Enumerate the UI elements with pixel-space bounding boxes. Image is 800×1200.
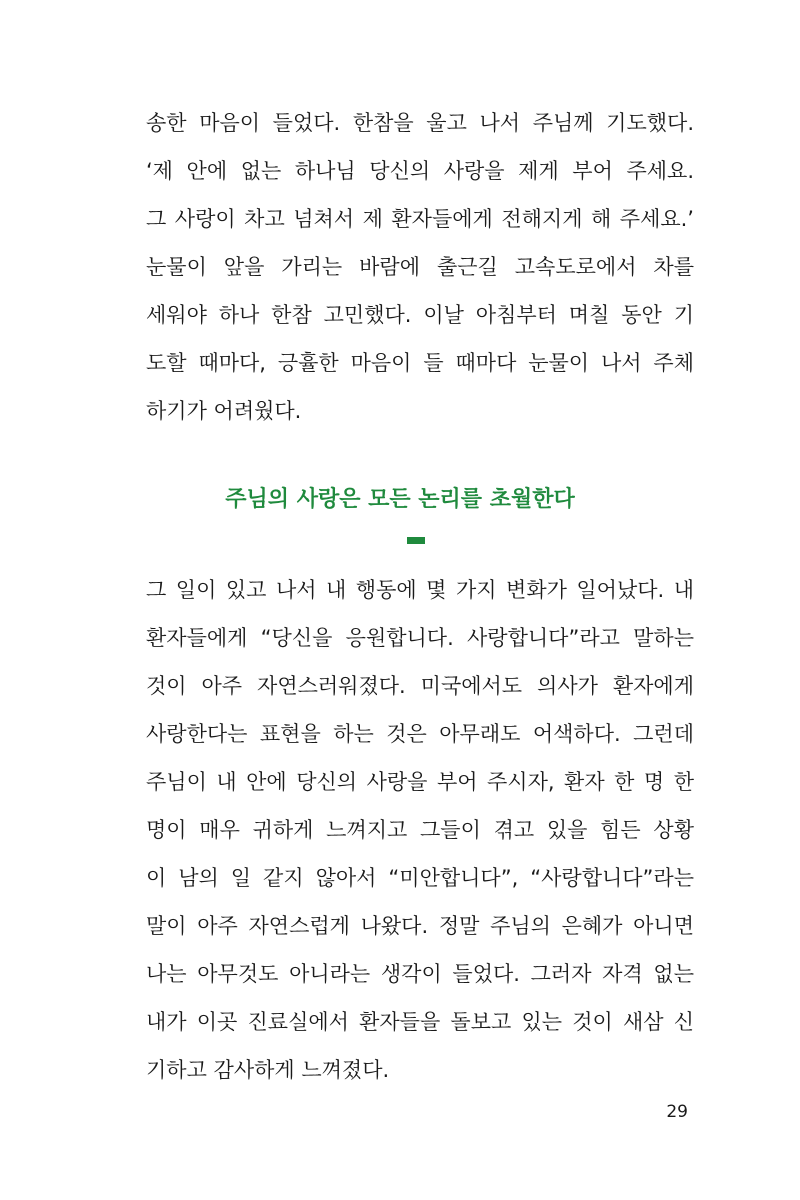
- text-line: 도할 때마다, 긍휼한 마음이 들 때마다 눈물이 나서 주체: [146, 351, 694, 375]
- text-line: 명이 매우 귀하게 느껴지고 그들이 겪고 있을 힘든 상황: [146, 818, 694, 842]
- text-line: 눈물이 앞을 가리는 바람에 출근길 고속도로에서 차를: [146, 255, 694, 279]
- text-line: 말이 아주 자연스럽게 나왔다. 정말 주님의 은혜가 아니면: [146, 914, 694, 938]
- text-line: 것이 아주 자연스러워졌다. 미국에서도 의사가 환자에게: [146, 674, 694, 698]
- text-line: 환자들에게 “당신을 응원합니다. 사랑합니다”라고 말하는: [146, 626, 694, 650]
- heading-underline-mark: [407, 537, 425, 544]
- text-line: 주님이 내 안에 당신의 사랑을 부어 주시자, 환자 한 명 한: [146, 770, 694, 794]
- text-line: 그 일이 있고 나서 내 행동에 몇 가지 변화가 일어났다. 내: [146, 578, 694, 602]
- text-line: 기하고 감사하게 느껴졌다.: [146, 1058, 390, 1082]
- text-line: 이 남의 일 같지 않아서 “미안합니다”, “사랑합니다”라는: [146, 866, 694, 890]
- paragraph-block-top: [146, 99, 694, 435]
- text-line: 세워야 하나 한참 고민했다. 이날 아침부터 며칠 동안 기: [146, 303, 694, 327]
- section-heading: 주님의 사랑은 모든 논리를 초월한다: [225, 487, 575, 512]
- paragraph-block-bottom: [146, 566, 694, 1094]
- text-line: 송한 마음이 들었다. 한참을 울고 나서 주님께 기도했다.: [146, 111, 694, 135]
- text-line: ‘제 안에 없는 하나님 당신의 사랑을 제게 부어 주세요.: [146, 159, 694, 183]
- text-line: 나는 아무것도 아니라는 생각이 들었다. 그러자 자격 없는: [146, 962, 694, 986]
- text-line: 사랑한다는 표현을 하는 것은 아무래도 어색하다. 그런데: [146, 722, 694, 746]
- page-number: 29: [666, 1102, 688, 1122]
- text-line: 내가 이곳 진료실에서 환자들을 돌보고 있는 것이 새삼 신: [146, 1010, 694, 1034]
- text-line: 하기가 어려웠다.: [146, 399, 302, 423]
- text-line: 그 사랑이 차고 넘쳐서 제 환자들에게 전해지게 해 주세요.’: [146, 207, 694, 231]
